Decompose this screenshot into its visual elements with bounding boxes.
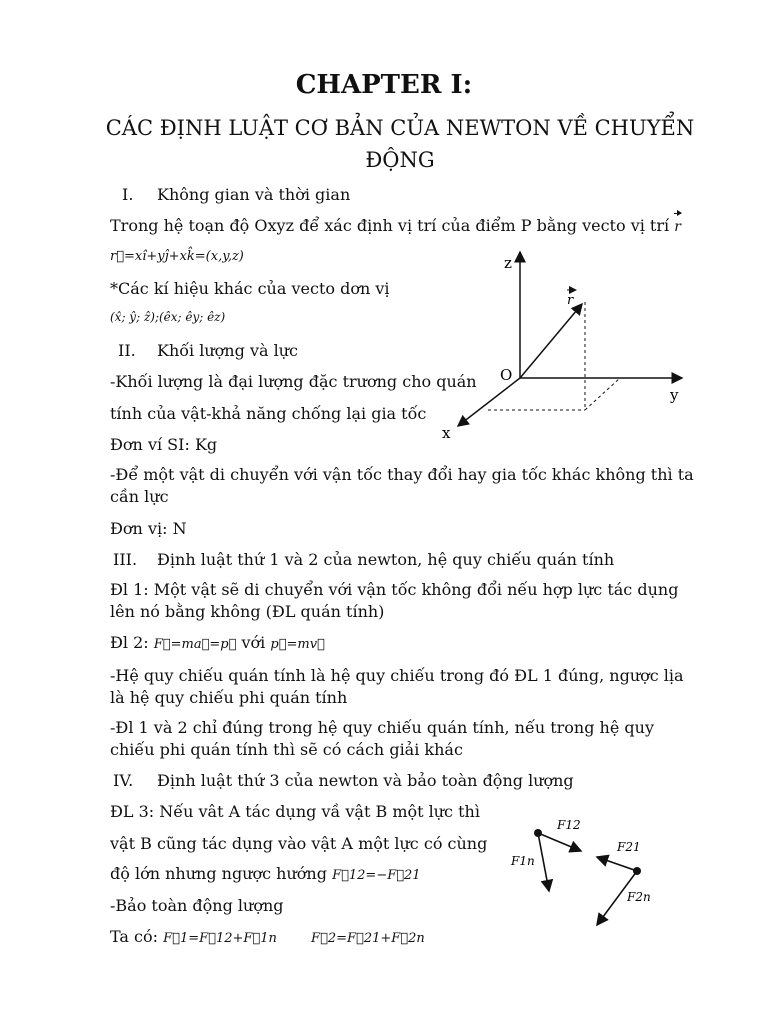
label-r: r — [567, 293, 574, 308]
chapter-title: CHAPTER I: — [295, 70, 473, 100]
paragraph-unit-vector-notations: *Các kí hiệu khác của vecto dơn vị — [110, 279, 390, 298]
section-2-heading: Khối lượng và lực — [157, 341, 298, 360]
section-3-number: III. — [113, 550, 138, 569]
x-axis — [458, 378, 520, 426]
section-2-number: II. — [118, 341, 136, 360]
label-f21: F21 — [617, 840, 641, 854]
equation-unit-vectors: (x̂; ŷ; ẑ);(êx; êy; êz) — [110, 310, 226, 324]
paragraph-position-vector-text: Trong hệ toạn độ Oxyz để xác định vị trí của điểm P bằng vecto vị trí — [110, 216, 670, 235]
paragraph-mass-definition-1: -Khối lượng là đại lượng đặc trương cho quán — [110, 372, 477, 391]
paragraph-force-need: -Để một vật di chuyển với vận tốc thay đổi hay gia tốc khác không thì ta cần lực — [110, 465, 694, 506]
equation-force-2: F⃗2=F⃗21+F⃗2n — [311, 931, 425, 946]
paragraph-law-3-1: ĐL 3: Nếu vât A tác dụng vầ vật B một lực thì — [110, 802, 480, 821]
chapter-subtitle: CÁC ĐỊNH LUẬT CƠ BẢN CỦA NEWTON VỀ CHUYỂN ĐỘNG — [105, 116, 695, 172]
equation-momentum: p⃗=mv⃗ — [270, 637, 325, 652]
projection-y — [585, 378, 620, 410]
paragraph-law-3-2: vật B cũng tác dụng vào vật A một lực có cùng — [110, 834, 488, 853]
label-y: y — [670, 386, 679, 404]
label-f2n: F2n — [627, 890, 651, 904]
paragraph-momentum-conservation: -Bảo toàn động lượng — [110, 896, 284, 915]
label-origin: O — [500, 366, 513, 384]
equation-law-3: F⃗12=−F⃗21 — [332, 868, 421, 883]
equation-position-vector: r⃗=xî+yĵ+xk̂=(x,y,z) — [110, 249, 244, 264]
force-f21-arrow — [597, 857, 637, 871]
paragraph-mass-unit: Đơn ví SI: Kg — [110, 435, 218, 454]
coordinate-system-diagram — [430, 240, 720, 460]
equation-force-1: F⃗1=F⃗12+F⃗1n — [163, 931, 277, 946]
paragraph-force-sums — [110, 926, 425, 950]
force-sums-prefix: Ta có: — [110, 927, 159, 946]
paragraph-force-unit: Đơn vị: N — [110, 519, 187, 538]
law-2-with: với — [241, 633, 266, 652]
paragraph-laws-validity: -Đl 1 và 2 chỉ đúng trong hệ quy chiếu quán tính, nếu trong hệ quy chiếu phi quán tính thì sẽ có cách giải khác — [110, 718, 654, 759]
paragraph-law-2 — [110, 632, 325, 656]
paragraph-mass-definition-2: tính của vật-khả năng chống lại gia tốc — [110, 404, 427, 423]
law-2-prefix: Đl 2: — [110, 633, 149, 652]
label-z: z — [504, 254, 512, 272]
section-4-heading: Định luật thứ 3 của newton và bảo toàn động lượng — [157, 771, 574, 790]
third-law-force-diagram — [505, 805, 675, 935]
law-3-text: độ lớn nhưng ngược hướng — [110, 864, 327, 883]
equation-law-2: F⃗=ma⃗=p⃗ — [153, 637, 237, 652]
paragraph-law-3-3 — [110, 863, 421, 887]
label-x: x — [442, 424, 451, 442]
section-1-heading: Không gian và thời gian — [157, 185, 351, 204]
position-vector-symbol: r — [674, 216, 681, 238]
label-f1n: F1n — [511, 854, 535, 868]
section-1-number: I. — [122, 185, 134, 204]
force-f12-arrow — [538, 833, 581, 851]
paragraph-inertial-frame: -Hệ quy chiếu quán tính là hệ quy chiếu trong đó ĐL 1 đúng, ngược lịa là hệ quy chiếu phi quán tính — [110, 666, 684, 707]
paragraph-position-vector — [110, 215, 681, 238]
paragraph-law-1: Đl 1: Một vật sẽ di chuyển với vận tốc không đổi nếu hợp lực tác dụng lên nó bằng không (ĐL quán tính) — [110, 580, 679, 621]
force-f1n-arrow — [538, 833, 549, 891]
position-vector-arrow — [520, 304, 582, 378]
label-f12: F12 — [557, 818, 581, 832]
section-4-number: IV. — [113, 771, 134, 790]
section-3-heading: Định luật thứ 1 và 2 của newton, hệ quy chiếu quán tính — [157, 550, 615, 569]
